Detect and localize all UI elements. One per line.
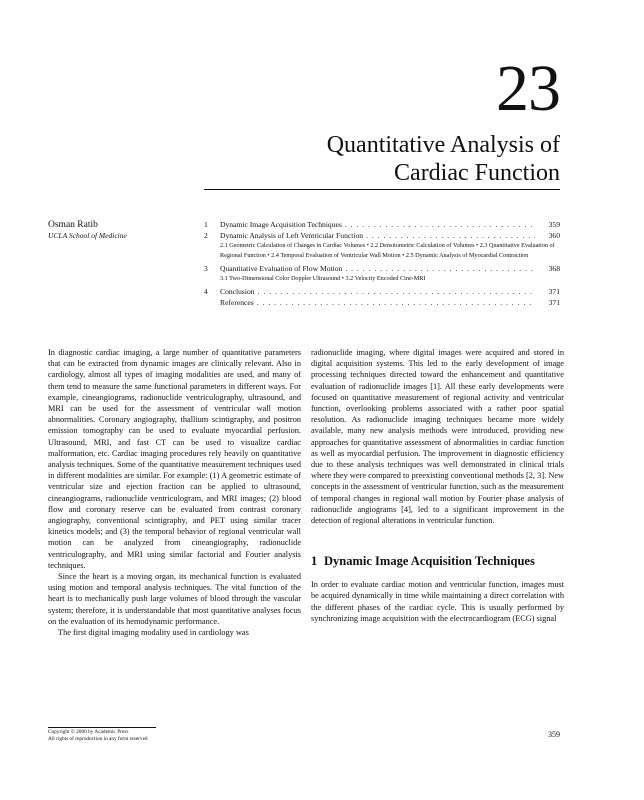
toc-number: 1 — [204, 220, 208, 229]
author-block — [48, 219, 127, 241]
toc-entry — [204, 286, 560, 297]
toc-title: Conclusion — [220, 287, 255, 296]
toc-page: 360 — [548, 231, 560, 240]
toc-page: 368 — [548, 264, 560, 273]
toc-leader-dots — [257, 297, 535, 308]
section-number: 1 — [311, 554, 318, 569]
toc-subsections: 2.1 Geometric Calculation of Changes in Cardiac Volumes • 2.2 Densitometric Calculation of Volumes • 2.3 Quantitative Evaluation of Regional Function • 2.4 Temporal Evaluation of Ventricular Wall Motion • 2.5 Dynamic Analysis of Myocardial Contraction — [220, 242, 555, 259]
toc-title: Quantitative Evaluation of Flow Motion — [220, 264, 343, 273]
toc-leader-dots — [258, 286, 535, 297]
rights-notice: All rights of reproduction in any form reserved — [48, 736, 148, 742]
toc-page: 359 — [548, 220, 560, 229]
toc-number: 3 — [204, 264, 208, 273]
chapter-title-line1: Quantitative Analysis of — [326, 132, 560, 158]
copyright-notice: Copyright © 2000 by Academic Press — [48, 729, 129, 735]
title-rule — [204, 189, 560, 190]
toc-entry — [204, 230, 560, 261]
paragraph: In order to evaluate cardiac motion and ventricular function, images must be acquired dynamically in time while maintaining a direct correlation with the different phases of the cardiac cycle. This is usually performed by synchronizing image acquisition with the electrocardiogram (ECG) signal — [311, 580, 564, 623]
section-title: Dynamic Image Acquisition Techniques — [324, 554, 535, 569]
author-affiliation: UCLA School of Medicine — [48, 231, 127, 240]
toc-subsections: 3.1 Two-Dimensional Color Doppler Ultrasound • 3.2 Velocity Encoded Cine-MRI — [220, 275, 426, 282]
toc-entry — [204, 263, 560, 284]
toc-title: References — [220, 298, 254, 307]
toc-page: 371 — [548, 298, 560, 307]
paragraph: In diagnostic cardiac imaging, a large number of quantitative parameters that can be extracted from dynamic images are clinically relevant. Also in cardiology, almost all types of imaging modalities are used, and many of them tend to measure the same functional parameters in different ways. For example, cineangiograms, radionuclide ventriculography, ultrasound, and MRI can be used for the assessment of ventricular wall motion abnormalities. Coronary angiography, thallium scintigraphy, and positron emission tomography can be used to evaluate myocardial perfusion. Ultrasound, MRI, and fast CT can be used to visualize cardiac malformation, etc. Cardiac imaging procedures rely heavily on quantitative analysis techniques. Some of the quantitative measurement techniques used in different modalities are similar. For example: (1) A geometric estimate of ventricular size and ejection fraction can be applied to ultrasound, cineangiograms, radionuclide ventriculogram, and MRI images; (2) blood flow and coronary reserve can be evaluated from contrast coronary angiography, conventional scintigraphy, and PET using similar tracer kinetics models; and (3) the temporal behavior of regional ventricular wall motion can be analyzed from cineangiography, radionuclide ventriculography, and MRI using similar factorial and Fourier analysis techniques. — [48, 348, 301, 570]
toc-title: Dynamic Image Acquisition Techniques — [220, 220, 342, 229]
toc-entry — [204, 219, 560, 230]
chapter-number: 23 — [496, 52, 560, 125]
toc-leader-dots — [345, 263, 535, 274]
paragraph: Since the heart is a moving organ, its mechanical function is evaluated using motion and temporal analysis techniques. The vital function of the heart is to mechanically push large volumes of blood through the vascular system; therefore, it is understandable that most quantitative analyses focus on the evaluation of its hemodynamic performance. — [48, 572, 301, 626]
body-column-left — [48, 347, 301, 638]
footer-notes — [48, 729, 148, 743]
table-of-contents — [204, 219, 560, 308]
body-column-right — [311, 347, 564, 624]
section-heading — [311, 554, 564, 569]
page-number: 359 — [548, 730, 560, 739]
chapter-title — [327, 131, 560, 187]
author-name: Osman Ratib — [48, 220, 98, 230]
toc-entry — [204, 297, 560, 308]
chapter-title-line2: Cardiac Function — [394, 160, 560, 186]
toc-leader-dots — [366, 230, 535, 241]
footer-rule — [48, 727, 156, 728]
paragraph: radionuclide imaging, where digital images were acquired and stored in digital acquisition systems. This led to the early development of image processing techniques directed toward the enhancement and quantitative evaluation of radionuclide images [1]. All these early developments were focused on quantitative measurement of regional activity and ventricular function, overlooking problems associated with a rather poor spatial resolution. As radionuclide imaging techniques became more widely available, many new analysis methods were introduced, providing new approaches for quantitative assessment of abnormalities in cardiac function as well as myocardial perfusion. The improvement in diagnostic efficiency due to these analysis techniques was well demonstrated in clinical trials where they were compared to preexisting conventional methods [2, 3]. New concepts in the assessment of ventricular function, such as the measurement of temporal changes in regional wall motion by Fourier phase analysis of radionuclide angiograms [4], led to a significant improvement in the detection of regional alterations in ventricular function. — [311, 348, 564, 526]
toc-number: 2 — [204, 231, 208, 240]
paragraph: The first digital imaging modality used in cardiology was — [58, 628, 249, 638]
toc-title: Dynamic Analysis of Left Ventricular Function — [220, 231, 364, 240]
toc-number: 4 — [204, 287, 208, 296]
toc-page: 371 — [548, 287, 560, 296]
toc-leader-dots — [345, 219, 535, 230]
